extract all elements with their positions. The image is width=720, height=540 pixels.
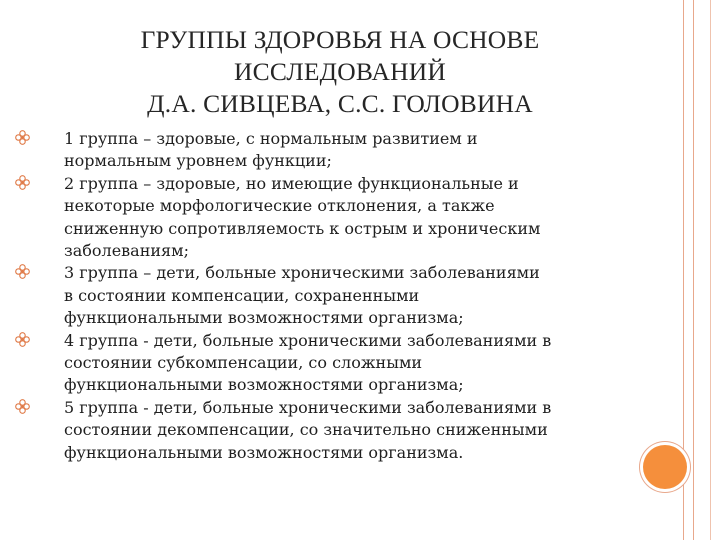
list-item: [14, 330, 634, 397]
title-line: ГРУППЫ ЗДОРОВЬЯ НА ОСНОВЕ: [140, 25, 540, 54]
list-item-line: функциональными возможностями организма.: [64, 442, 464, 462]
flower-bullet-icon: [14, 331, 31, 348]
list-item-line: в состоянии компенсации, сохраненными: [64, 285, 420, 305]
list-item: [14, 173, 634, 263]
slide-title: [40, 24, 640, 120]
list-item: [14, 128, 634, 173]
flower-bullet-icon: [14, 263, 31, 280]
frame-line: [710, 0, 711, 540]
list-item-text: [64, 128, 634, 173]
list-item-text: [64, 173, 634, 263]
list-item-text: [64, 330, 634, 397]
list-item-line: состоянии декомпенсации, со значительно сниженными: [64, 420, 548, 440]
list-item: [14, 397, 634, 464]
list-item-line: 5 группа - дети, больные хроническими заболеваниями в: [64, 397, 552, 417]
frame-line: [693, 0, 694, 540]
list-item-line: состоянии субкомпенсации, со сложными: [64, 353, 423, 373]
list-item-line: 2 группа – здоровые, но имеющие функциональные и: [64, 173, 519, 193]
flower-bullet-icon: [14, 398, 31, 415]
list-item-line: 1 группа – здоровые, с нормальным развитием и: [64, 129, 478, 148]
list-item-line: нормальным уровнем функции;: [64, 151, 332, 171]
list-item-line: 3 группа – дети, больные хроническими заболеваниями: [64, 263, 540, 283]
flower-bullet-icon: [14, 129, 31, 146]
title-line: Д.А. СИВЦЕВА, С.С. ГОЛОВИНА: [147, 89, 533, 118]
list-item-text: [64, 262, 634, 329]
accent-circle: [643, 445, 687, 489]
list-item-line: заболеваниям;: [64, 241, 189, 261]
health-groups-list: [14, 128, 634, 464]
list-item-line: некоторые морфологические отклонения, а также: [64, 196, 495, 216]
list-item-text: [64, 397, 634, 464]
list-item: [14, 262, 634, 329]
list-item-line: функциональными возможностями организма;: [64, 375, 464, 395]
title-line: ИССЛЕДОВАНИЙ: [234, 57, 446, 86]
list-item-line: 4 группа - дети, больные хроническими заболеваниями в: [64, 330, 552, 350]
list-item-line: сниженную сопротивляемость к острым и хроническим: [64, 218, 541, 238]
list-item-line: функциональными возможностями организма;: [64, 308, 464, 328]
flower-bullet-icon: [14, 174, 31, 191]
